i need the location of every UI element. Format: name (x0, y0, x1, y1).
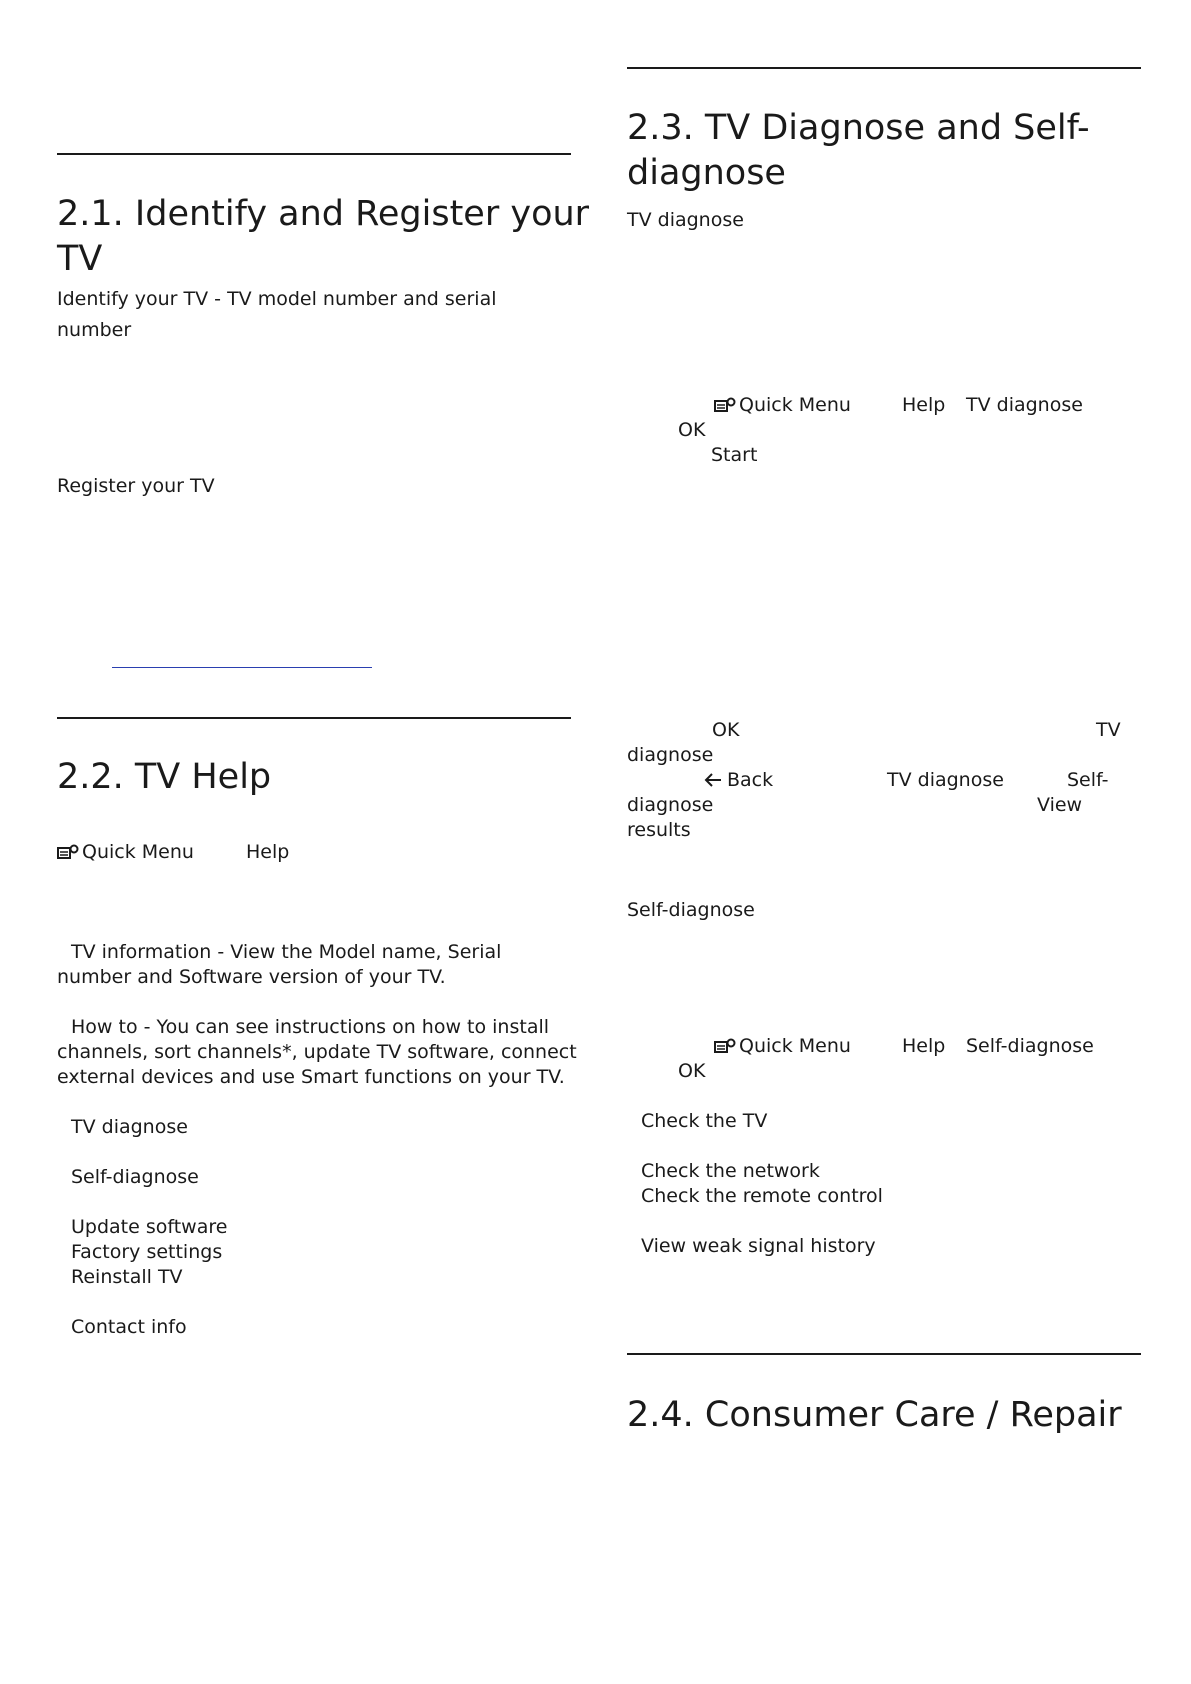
check-network-item: Check the network (641, 1160, 820, 1182)
section-divider (627, 67, 1141, 69)
how-to-item (57, 1015, 577, 1090)
quick-menu-icon (57, 844, 79, 860)
results-label: results (627, 819, 691, 841)
register-tv-heading: Register your TV (57, 475, 215, 497)
section-divider (57, 717, 571, 719)
diagnose-label: diagnose (627, 744, 714, 766)
section-divider (57, 153, 571, 155)
section-divider (627, 1353, 1141, 1355)
quick-menu-label: Quick Menu (739, 1035, 851, 1057)
help-label: Help (902, 1035, 946, 1057)
check-tv-item: Check the TV (641, 1110, 768, 1132)
check-remote-item: Check the remote control (641, 1185, 883, 1207)
self-diagnose-item: Self-diagnose (71, 1166, 199, 1188)
back-arrow-icon (703, 772, 723, 788)
self-diagnose-step-path (714, 1034, 851, 1059)
identify-line: number (57, 319, 132, 341)
identify-line: Identify your TV - TV model number and serial (57, 288, 497, 310)
help-label: Help (902, 394, 946, 416)
tv-diagnose-subtitle: TV diagnose (627, 209, 744, 231)
ok-label: OK (712, 719, 740, 741)
self-diagnose-label: Self-diagnose (966, 1035, 1094, 1057)
title-line: diagnose (627, 153, 786, 193)
start-label: Start (711, 444, 758, 466)
quick-menu-label: Quick Menu (82, 841, 194, 863)
ok-label: OK (678, 419, 706, 441)
back-text: Back (727, 769, 774, 791)
text-line: TV information - View the Model name, Serial (71, 941, 502, 963)
reinstall-tv-item: Reinstall TV (71, 1266, 183, 1288)
tv-information-item (57, 940, 501, 990)
contact-info-item: Contact info (71, 1316, 187, 1338)
diagnose-label: diagnose (627, 794, 714, 816)
section-2-4-title: 2.4. Consumer Care / Repair (627, 1395, 1122, 1435)
identify-tv-heading (57, 287, 497, 349)
tv-diagnose-label: TV diagnose (966, 394, 1083, 416)
text-line: How to - You can see instructions on how to install (71, 1016, 550, 1038)
view-label: View (1037, 794, 1083, 816)
help-label: Help (246, 841, 290, 863)
quick-menu-icon (714, 1038, 736, 1054)
weak-signal-item: View weak signal history (641, 1235, 876, 1257)
title-line: 2.3. TV Diagnose and Self- (627, 108, 1090, 148)
update-software-item: Update software (71, 1216, 228, 1238)
section-2-1-title (57, 192, 589, 282)
self-label: Self- (1067, 769, 1109, 791)
website-link[interactable] (112, 667, 372, 668)
ok-label: OK (678, 1060, 706, 1082)
title-line: 2.1. Identify and Register your (57, 194, 590, 234)
tv-diagnose-label: TV diagnose (887, 769, 1004, 791)
tv-diagnose-step-path (714, 393, 851, 418)
title-line: TV (57, 239, 103, 279)
text-line: channels, sort channels*, update TV software, connect (57, 1041, 577, 1063)
self-diagnose-subtitle: Self-diagnose (627, 899, 755, 921)
quick-menu-label: Quick Menu (739, 394, 851, 416)
text-line: number and Software version of your TV. (57, 966, 446, 988)
factory-settings-item: Factory settings (71, 1241, 223, 1263)
section-2-3-title (627, 106, 1090, 196)
tv-help-path (57, 840, 290, 865)
quick-menu-icon (714, 397, 736, 413)
text-line: external devices and use Smart functions on your TV. (57, 1066, 565, 1088)
section-2-2-title: 2.2. TV Help (57, 757, 272, 797)
tv-label: TV (1096, 719, 1121, 741)
back-label (703, 768, 773, 793)
tv-diagnose-item: TV diagnose (71, 1116, 188, 1138)
